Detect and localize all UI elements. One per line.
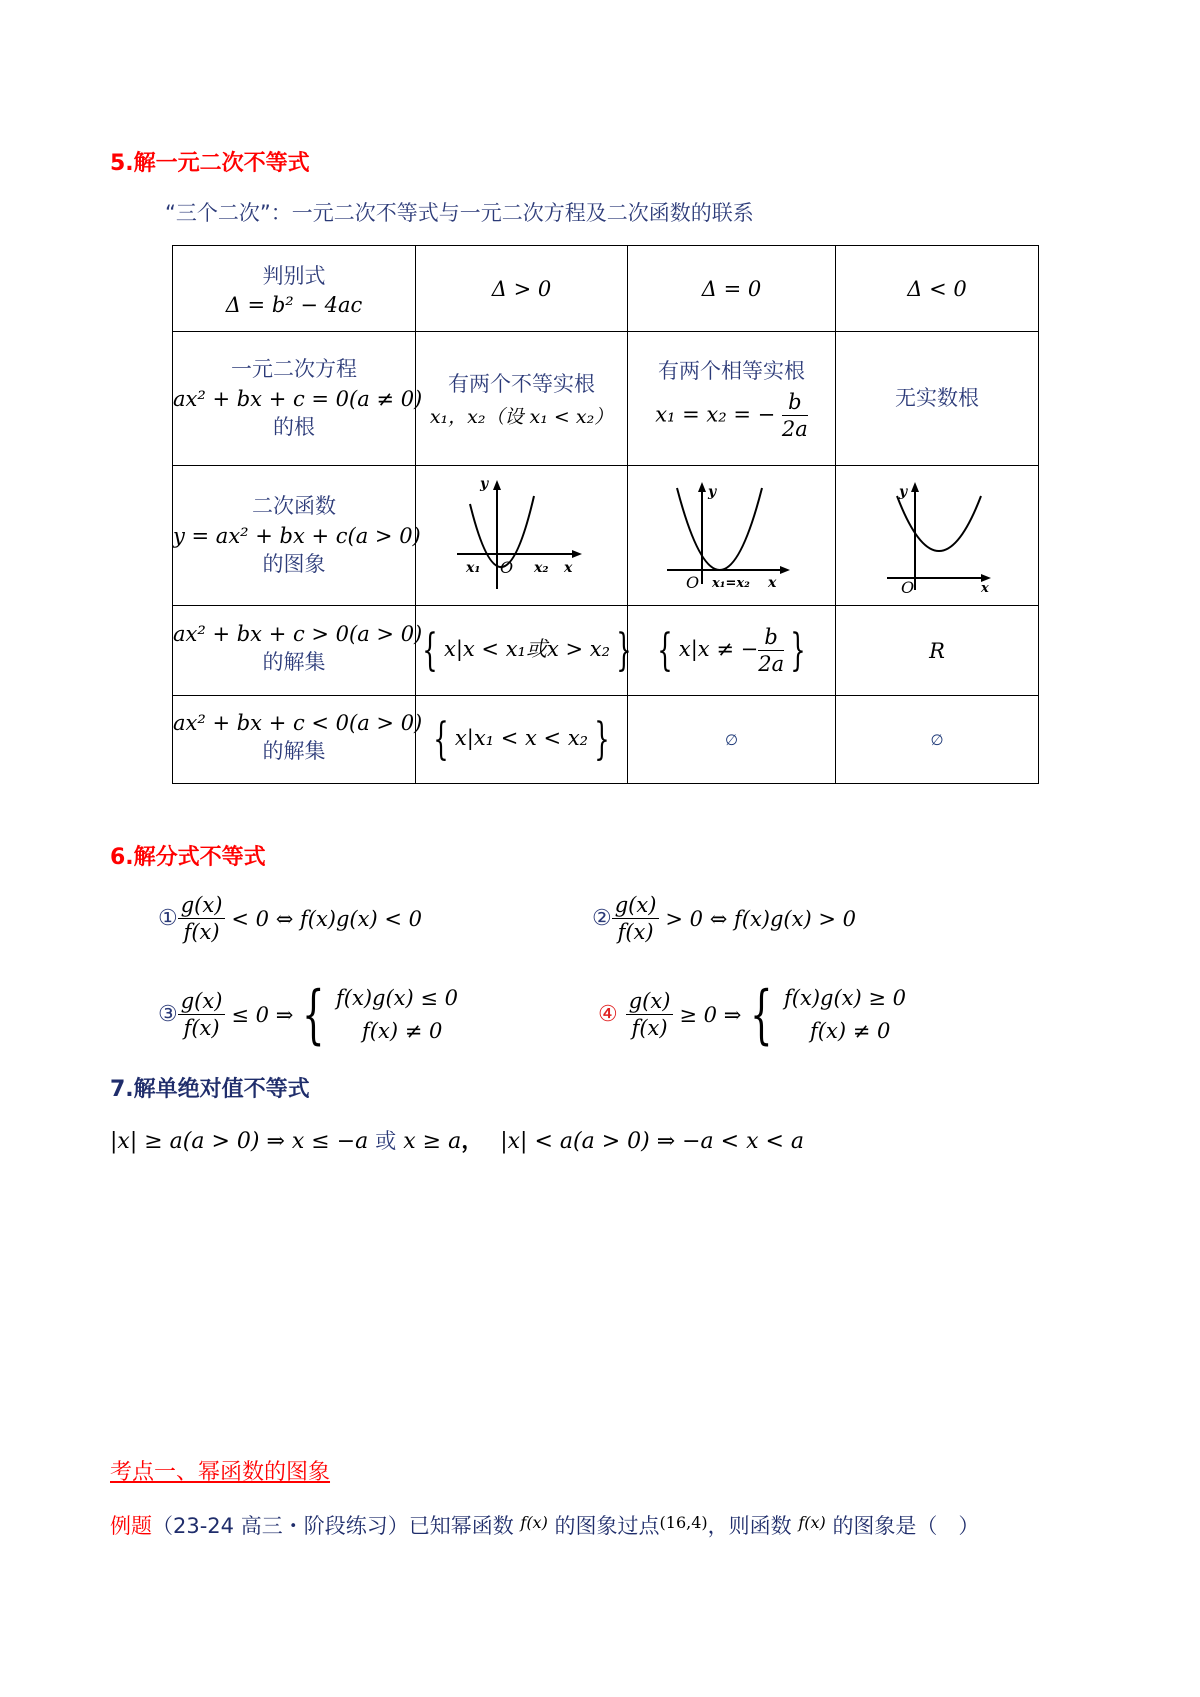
gt-suffix: 的解集 xyxy=(262,649,326,674)
abs-separator: ， xyxy=(461,1128,484,1154)
graph-y-label: y xyxy=(479,475,488,492)
gt-negative-set: R xyxy=(929,638,945,663)
rule-2-relation: > 0 ⇔ f(x)g(x) > 0 xyxy=(665,906,856,931)
graph-origin-label: O xyxy=(685,572,699,592)
rule-1-numerator: g(x) xyxy=(178,892,226,919)
example-text-3: ，则函数 xyxy=(707,1514,792,1538)
header-cell-function xyxy=(173,466,421,606)
fraction-rule-1 xyxy=(158,892,422,946)
rule-1-relation: < 0 ⇔ f(x)g(x) < 0 xyxy=(231,906,422,931)
parabola-one-root-graph xyxy=(662,474,802,594)
abs-formula-c: |x| < a(a > 0) ⇒ −a < x < a xyxy=(500,1129,805,1154)
section7-title: 7.解单绝对值不等式 xyxy=(110,1077,310,1102)
rule-4-line-1: f(x)g(x) ≥ 0 xyxy=(784,986,907,1010)
absolute-value-rule xyxy=(110,1124,804,1159)
mark-4: ④ xyxy=(598,1002,618,1028)
roots-zero-numerator: b xyxy=(782,389,808,416)
graph-x1x2-label: x₁=x₂ xyxy=(711,575,750,591)
discriminant-label: 判别式 xyxy=(262,263,326,288)
graph-y-label: y xyxy=(707,483,716,500)
gt-zero-cell: { x|x ≠ − $\frac{b}{2a}$ } xyxy=(628,606,836,696)
column-delta-positive: Δ > 0 xyxy=(491,276,552,301)
roots-negative-text: 无实数根 xyxy=(895,385,979,410)
equation-formula: ax² + bx + c = 0(a ≠ 0) xyxy=(173,386,423,411)
section6-title: 6.解分式不等式 xyxy=(110,845,266,870)
example-point: (16,4) xyxy=(659,1513,708,1532)
equation-label: 一元二次方程 xyxy=(231,356,357,381)
parabola-two-roots-graph xyxy=(452,474,592,594)
graph-origin-label: O xyxy=(901,577,915,594)
parabola-no-root-graph xyxy=(867,474,1007,594)
lt-positive-set: x|x₁ < x < x₂ xyxy=(454,726,589,750)
graph-x-label: x xyxy=(981,580,989,594)
fraction-rule-4: ④ $\frac{g(x)}{f(x)}$ ≥ 0 ⇒ { f(x)g(x) ≥ 0 f(x) ≠ 0 xyxy=(598,977,907,1052)
graph-two-roots-cell xyxy=(416,466,628,606)
graph-no-root-cell xyxy=(836,466,1039,606)
example-fx: f(x) xyxy=(520,1513,548,1532)
example-text-4: 的图象是（ ） xyxy=(832,1514,980,1538)
graph-x2-label: x₂ xyxy=(533,559,548,576)
fraction-rule-2 xyxy=(592,892,856,946)
roots-positive-formula: x₁，x₂（设 x₁ < x₂） xyxy=(429,405,614,428)
rule-2-denominator: f(x) xyxy=(617,920,654,945)
graph-x-label: x xyxy=(767,574,776,591)
abs-formula-b: x ≥ a xyxy=(403,1129,462,1154)
rule-3-relation: ≤ 0 ⇒ xyxy=(231,1002,294,1027)
table-row xyxy=(173,466,1039,606)
function-suffix: 的图象 xyxy=(262,551,326,576)
graph-x1-label: x₁ xyxy=(465,559,480,576)
header-cell-gt xyxy=(173,606,423,696)
graph-origin-label: O xyxy=(499,557,513,577)
gt-formula: ax² + bx + c > 0(a > 0) xyxy=(173,621,423,646)
rule-3-line-2: f(x) ≠ 0 xyxy=(362,1018,443,1043)
rule-3-denominator: f(x) xyxy=(183,1016,220,1041)
lt-zero-set: ∅ xyxy=(724,731,739,749)
gt-positive-cell: { x|x < x₁或x > x₂ } xyxy=(416,606,628,696)
example-source: （23-24 高三・阶段练习） xyxy=(152,1514,409,1538)
lt-suffix: 的解集 xyxy=(262,738,326,763)
mark-2: ② xyxy=(592,906,612,932)
table-row xyxy=(173,606,1039,696)
table-row xyxy=(173,332,1039,466)
section5-title: 5.解一元二次不等式 xyxy=(110,151,310,176)
roots-positive-cell xyxy=(416,332,628,466)
gt-zero-numerator: b xyxy=(758,624,784,651)
roots-positive-text: 有两个不等实根 xyxy=(448,372,595,397)
table-row xyxy=(173,696,1039,784)
mark-1: ① xyxy=(158,906,178,932)
rule-4-relation: ≥ 0 ⇒ xyxy=(679,1002,742,1027)
gt-zero-denominator: 2a xyxy=(758,652,785,676)
graph-y-label: y xyxy=(899,483,908,500)
column-delta-negative: Δ < 0 xyxy=(907,276,967,301)
rule-3-numerator: g(x) xyxy=(178,988,226,1015)
example-fx-2: f(x) xyxy=(798,1513,826,1532)
discriminant-formula: Δ = b² − 4ac xyxy=(225,293,363,318)
rule-2-numerator: g(x) xyxy=(612,892,660,919)
header-cell-equation xyxy=(173,332,423,466)
rule-3-line-1: f(x)g(x) ≤ 0 xyxy=(336,986,459,1010)
gt-positive-set: x|x < x₁或x > x₂ xyxy=(444,637,611,661)
example-text-2: 的图象过点 xyxy=(554,1514,660,1538)
rule-4-line-2: f(x) ≠ 0 xyxy=(810,1018,891,1043)
function-label: 二次函数 xyxy=(252,493,336,518)
column-delta-zero: Δ = 0 xyxy=(701,276,762,301)
rule-4-numerator: g(x) xyxy=(626,988,674,1015)
lt-formula: ax² + bx + c < 0(a > 0) xyxy=(173,710,423,735)
roots-zero-cell xyxy=(628,332,836,466)
graph-x-label: x xyxy=(563,559,572,576)
abs-or-word: 或 xyxy=(375,1129,397,1153)
kaodian-title: 考点一、幂函数的图象 xyxy=(110,1460,331,1485)
example-label: 例题 xyxy=(110,1514,152,1538)
rule-1-denominator: f(x) xyxy=(183,920,220,945)
table-row xyxy=(173,246,1039,332)
quadratic-table xyxy=(172,245,1039,784)
roots-zero-formula: x₁ = x₂ = − xyxy=(655,401,776,426)
abs-formula-a: |x| ≥ a(a > 0) ⇒ x ≤ −a xyxy=(110,1129,369,1154)
section5-intro: “三个二次”：一元二次不等式与一元二次方程及二次函数的联系 xyxy=(165,201,754,225)
graph-one-root-cell xyxy=(628,466,836,606)
gt-zero-set: x|x ≠ − xyxy=(678,637,759,661)
lt-positive-cell: { x|x₁ < x < x₂ } xyxy=(416,696,628,784)
roots-zero-denominator: 2a xyxy=(781,416,808,441)
fraction-rule-3: ③ $\frac{g(x)}{f(x)}$ ≤ 0 ⇒ { f(x)g(x) ≤ 0 f(x) ≠ 0 xyxy=(158,977,459,1052)
example-question xyxy=(110,1510,979,1540)
header-cell-lt xyxy=(173,696,423,784)
rule-4-denominator: f(x) xyxy=(631,1016,668,1041)
header-cell-discriminant xyxy=(173,246,416,332)
roots-zero-text: 有两个相等实根 xyxy=(658,358,805,383)
mark-3: ③ xyxy=(158,1002,178,1028)
example-text-1: 已知幂函数 xyxy=(408,1514,514,1538)
function-formula: y = ax² + bx + c(a > 0) xyxy=(173,523,421,548)
lt-negative-set: ∅ xyxy=(930,731,944,749)
equation-suffix: 的根 xyxy=(273,414,315,439)
